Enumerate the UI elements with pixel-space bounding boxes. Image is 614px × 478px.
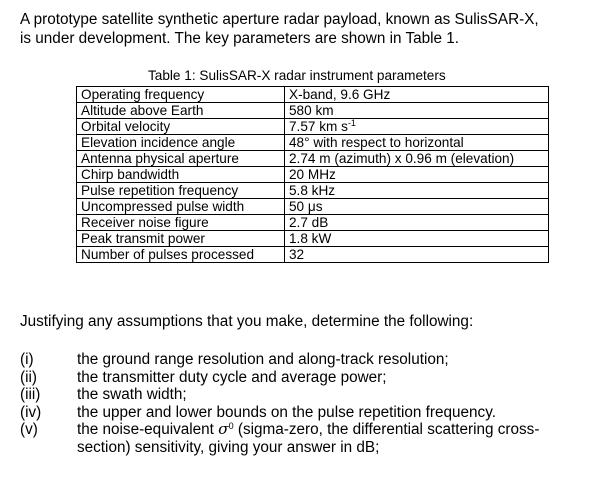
param-value: 2.7 dB xyxy=(285,215,549,231)
table-row xyxy=(77,135,549,151)
sigma-superscript: 0 xyxy=(228,421,234,431)
table-row xyxy=(77,215,549,231)
param-name: Peak transmit power xyxy=(77,231,285,247)
table-row xyxy=(77,119,549,135)
param-name: Operating frequency xyxy=(77,87,285,103)
table-row xyxy=(77,199,549,215)
param-value: 7.57 km s xyxy=(289,119,348,134)
table-row xyxy=(77,103,549,119)
param-value: 1.8 kW xyxy=(285,231,549,247)
list-item xyxy=(20,404,612,422)
table-row xyxy=(77,167,549,183)
question-text: the ground range resolution and along-track resolution; xyxy=(77,351,449,368)
param-name: Pulse repetition frequency xyxy=(77,183,285,199)
list-item xyxy=(20,421,612,456)
param-name: Orbital velocity xyxy=(77,119,285,135)
instruction-text: Justifying any assumptions that you make, determine the following: xyxy=(20,313,474,330)
list-item xyxy=(20,369,612,387)
question-number: (ii) xyxy=(20,368,37,386)
param-name: Elevation incidence angle xyxy=(77,135,285,151)
param-name: Receiver noise figure xyxy=(77,215,285,231)
param-value: 580 km xyxy=(285,103,549,119)
question-text-part: (sigma-zero, the differential scattering cross- xyxy=(233,421,540,438)
question-number: (iii) xyxy=(20,386,41,403)
table-row xyxy=(77,151,549,167)
list-item xyxy=(20,386,612,404)
param-name: Altitude above Earth xyxy=(77,103,285,119)
question-number: (i) xyxy=(20,351,34,368)
question-number: (v) xyxy=(20,421,38,438)
table-row xyxy=(77,247,549,263)
question-text-part: the noise-equivalent xyxy=(77,421,219,438)
question-text xyxy=(77,421,612,456)
param-value: 50 μs xyxy=(285,199,549,215)
question-number: (iv) xyxy=(20,403,42,421)
unit-exponent: -1 xyxy=(347,118,356,128)
question-text-line-2: section) sensitivity, giving your answer in dB; xyxy=(77,438,380,456)
intro-paragraph xyxy=(20,10,610,48)
sigma-symbol: σ xyxy=(218,420,229,438)
intro-line-2: is under development. The key parameters are shown in Table 1. xyxy=(20,30,460,47)
param-value: 32 xyxy=(285,247,549,263)
param-value: X-band, 9.6 GHz xyxy=(285,87,549,103)
list-item xyxy=(20,351,612,369)
param-value: 48° with respect to horizontal xyxy=(285,135,549,151)
param-value: 20 MHz xyxy=(285,167,549,183)
param-value: 5.8 kHz xyxy=(285,183,549,199)
parameters-table xyxy=(76,86,549,263)
table-row xyxy=(77,87,549,103)
table-caption: Table 1: SulisSAR-X radar instrument parameters xyxy=(148,68,446,83)
param-name: Antenna physical aperture xyxy=(77,151,285,167)
param-value-cell xyxy=(285,119,549,135)
question-text: the swath width; xyxy=(77,386,187,403)
question-text: the upper and lower bounds on the pulse repetition frequency. xyxy=(77,403,496,421)
param-value: 2.74 m (azimuth) x 0.96 m (elevation) xyxy=(285,151,549,167)
table-row xyxy=(77,183,549,199)
param-name: Number of pulses processed xyxy=(77,247,285,263)
table-row xyxy=(77,231,549,247)
question-list xyxy=(20,351,612,456)
param-name: Chirp bandwidth xyxy=(77,167,285,183)
question-text: the transmitter duty cycle and average power; xyxy=(77,368,387,386)
param-name: Uncompressed pulse width xyxy=(77,199,285,215)
intro-line-1: A prototype satellite synthetic aperture radar payload, known as SulisSAR-X, xyxy=(20,11,539,28)
